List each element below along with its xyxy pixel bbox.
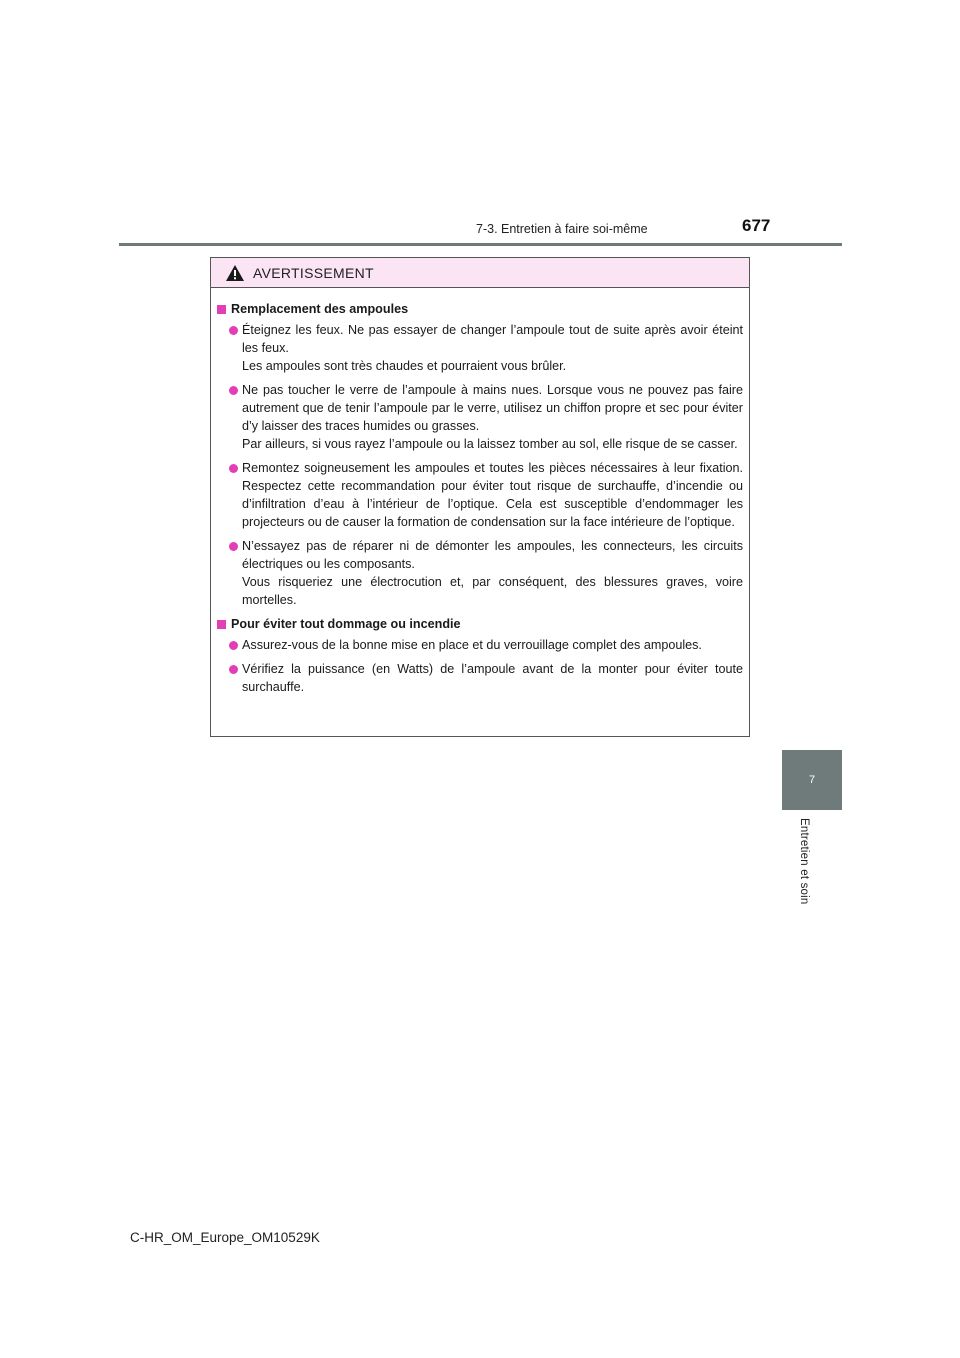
square-bullet-icon [217, 305, 226, 314]
list-item [217, 537, 743, 609]
header-divider [119, 243, 842, 246]
section-heading-text: Pour éviter tout dommage ou incendie [231, 617, 461, 631]
list-item [217, 321, 743, 375]
list-item-text: Remontez soigneusement les ampoules et toutes les pièces nécessaires à leur fixation. Respectez cette recommandation pour éviter tout risque de surchauffe, d’incendie ou d’infiltration d’eau à l’intérieur de l’optique. Cela est susceptible d’endommager les projecteurs ou de causer la formation de condensation sur la face intérieure de l’optique. [242, 461, 743, 529]
chapter-label: Entretien et soin [798, 818, 810, 905]
list-item-text: Ne pas toucher le verre de l’ampoule à mains nues. Lorsque vous ne pouvez pas faire autrement que de tenir l’ampoule par le verre, utilisez un chiffon propre et sec pour éviter d’y laisser des traces humides ou grasses. [242, 383, 743, 433]
section-heading [217, 300, 743, 318]
list-item-text: Les ampoules sont très chaudes et pourraient vous brûler. [242, 359, 567, 373]
list-item [217, 660, 743, 696]
section-title: 7-3. Entretien à faire soi-même [476, 222, 648, 236]
list-item-text: Assurez-vous de la bonne mise en place et du verrouillage complet des ampoules. [242, 638, 702, 652]
warning-body [211, 288, 749, 696]
chapter-number: 7 [808, 774, 816, 786]
list-item [217, 381, 743, 453]
list-item [217, 636, 743, 654]
warning-header [211, 258, 749, 288]
section-heading-text: Remplacement des ampoules [231, 302, 409, 316]
circle-bullet-icon [229, 326, 238, 335]
list-item-text: Vérifiez la puissance (en Watts) de l’ampoule avant de la monter pour éviter toute surchauffe. [242, 662, 743, 694]
document-code: C-HR_OM_Europe_OM10529K [130, 1230, 320, 1245]
square-bullet-icon [217, 620, 226, 629]
list-item-text: Éteignez les feux. Ne pas essayer de changer l’ampoule tout de suite après avoir éteint les feux. [242, 323, 743, 355]
warning-triangle-icon [225, 264, 245, 282]
circle-bullet-icon [229, 641, 238, 650]
list-item-text: Vous risqueriez une électrocution et, par conséquent, des blessures graves, voire mortelles. [242, 575, 743, 607]
circle-bullet-icon [229, 386, 238, 395]
list-item-text: Par ailleurs, si vous rayez l’ampoule ou la laissez tomber au sol, elle risque de se casser. [242, 437, 738, 451]
circle-bullet-icon [229, 542, 238, 551]
circle-bullet-icon [229, 464, 238, 473]
warning-title: AVERTISSEMENT [253, 264, 374, 281]
list-item [217, 459, 743, 531]
list-item-text: N’essayez pas de réparer ni de démonter les ampoules, les connecteurs, les circuits électriques ou les composants. [242, 539, 743, 571]
page-number: 677 [742, 216, 771, 235]
circle-bullet-icon [229, 665, 238, 674]
chapter-tab [782, 750, 842, 810]
warning-box [210, 257, 750, 737]
section-heading [217, 615, 743, 633]
